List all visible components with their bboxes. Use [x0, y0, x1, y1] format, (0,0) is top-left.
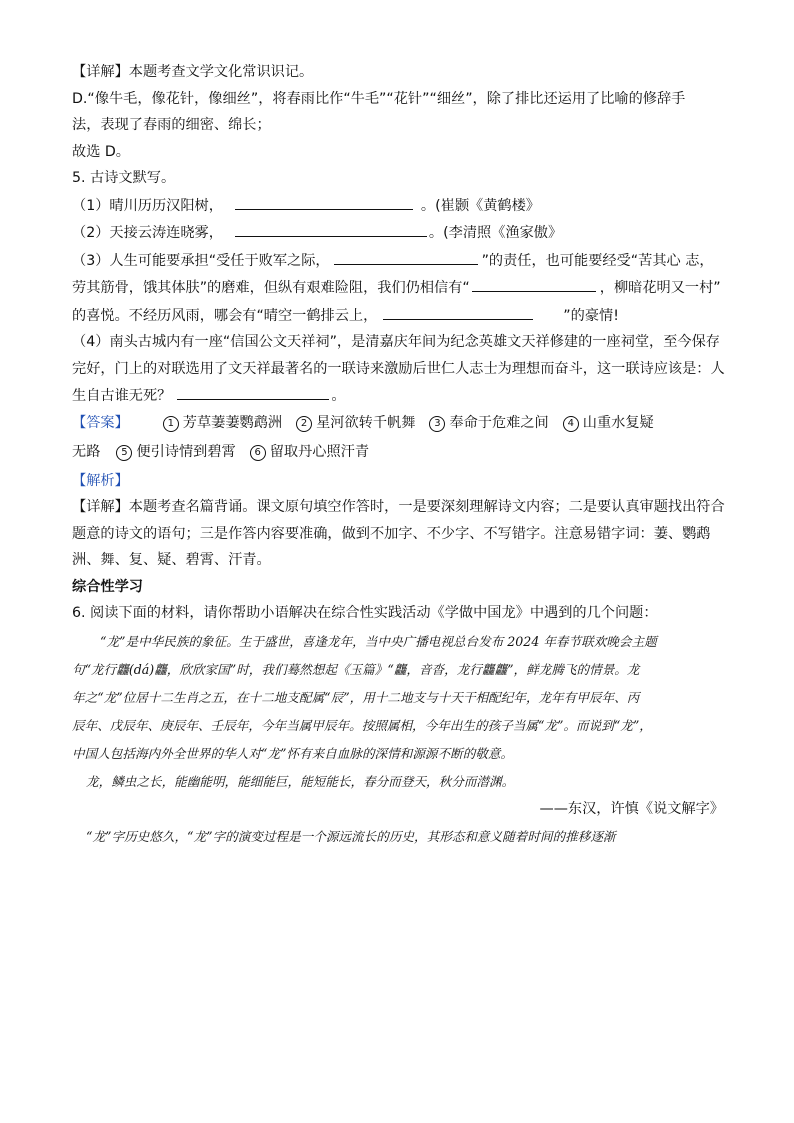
q5-3-l2-a: 劳其筋骨，饿其体肤”的磨难，但纵有艰难险阻，我们仍相信有“ — [72, 280, 470, 296]
document-page — [72, 62, 724, 847]
material-para-1-line-2: 句“龙行龘(dá)龘，欣欣家国”时，我们蓦然想起《玉篇》“龘，音沓，龙行龘龘”，鲜龙腾飞的情景。龙 — [72, 662, 640, 677]
answer-blank-1[interactable] — [235, 195, 413, 210]
question-5-4-line-2: 完好，门上的对联选用了文天祥最著名的一联诗来激励后世仁人志士为理想而奋斗，这一联诗应该是：人 — [72, 360, 725, 377]
detail-2-line-1: 【详解】本题考查名篇背诵。课文原句填空作答时，一是要深刻理解诗文内容；二是要认真审题找出符合 — [72, 499, 725, 515]
answer-item-4 — [563, 415, 654, 431]
shuowen-quote: 龙，鳞虫之长，能幽能明，能细能巨，能短能长，春分而登天，秋分而潜渊。 — [86, 774, 515, 789]
answer-blank-4[interactable] — [472, 277, 596, 292]
detail-2-line-2: 题意的诗文的语句；三是作答内容要准确，做到不加字、不少字、不写错字。注意易错字词：萋、鹦鹉 — [72, 525, 711, 542]
material-para-1-line-1: “龙”是中华民族的象征。生于盛世，喜逢龙年，当中央广播电视总台发布 2024 年春节联欢晚会主题 — [100, 634, 657, 649]
section-title: 综合性学习 — [72, 578, 143, 595]
option-d-line-2: 法，表现了春雨的细密、绵长； — [72, 117, 271, 133]
detail-2-line-3: 洲、舞、复、疑、碧霄、汗青。 — [72, 552, 271, 568]
q5-2-suffix: 。(李清照《渔家傲》 — [428, 225, 563, 241]
q5-3-l3-a: 的喜悦。不经历风雨，哪会有“晴空一鹤排云上， — [72, 307, 378, 324]
answer-number: 3 — [429, 416, 445, 432]
question-5-4-line-3 — [72, 385, 724, 406]
answer-number: 1 — [163, 416, 179, 432]
question-5-1 — [72, 195, 724, 216]
answer-number: 6 — [250, 445, 266, 461]
quote-source: ——东汉，许慎《说文解字》 — [539, 801, 724, 817]
answer-text: 芳草萋萋鹦鹉洲 — [182, 414, 283, 431]
q5-4-l3-b: 。 — [331, 388, 346, 404]
answer-line-2 — [72, 442, 724, 462]
detail-intro: 【详解】本题考查文学文化常识识记。 — [72, 64, 314, 80]
answer-continuation: 无路 — [72, 443, 101, 460]
answer-text: 星河欲转千帆舞 — [316, 414, 416, 431]
question-5-4-line-1: （4）南头古城内有一座“信国公文天祥祠”，是清嘉庆年间为纪念英雄文天祥修建的一座祠堂，至今保存 — [72, 334, 720, 350]
q5-3-l1-b: ”的责任，也可能要经受“苦其心 志， — [481, 252, 714, 269]
answer-item-6 — [250, 444, 369, 460]
choose-answer: 故选 D。 — [72, 143, 130, 160]
answer-text: 奉命于危难之间 — [449, 414, 549, 431]
answer-text: 留取丹心照汗青 — [269, 443, 370, 460]
answer-text: 山重水复疑 — [582, 414, 654, 431]
q5-1-prefix: （1）晴川历历汉阳树， — [72, 197, 223, 214]
material-para-1-line-3: 年之“龙”位居十二生肖之五，在十二地支配属“辰”，用十二地支与十天干相配纪年，龙年有甲辰年、丙 — [72, 690, 640, 705]
answer-item-3 — [429, 415, 548, 431]
question-5-3-line-2 — [72, 277, 724, 298]
question-5-2 — [72, 222, 724, 243]
q5-1-suffix: 。(崔颢《黄鹤楼》 — [420, 197, 540, 214]
answer-number: 2 — [296, 416, 312, 432]
answer-item-2 — [296, 415, 415, 431]
material-para-1-line-5: 中国人包括海内外全世界的华人对“龙”怀有来自血脉的深情和源源不断的敬意。 — [72, 746, 514, 761]
answer-text: 便引诗情到碧霄 — [136, 443, 236, 460]
q5-3-l3-b: ”的豪情! — [563, 307, 619, 324]
question-5-title: 5. 古诗文默写。 — [72, 170, 176, 186]
answer-blank-3[interactable] — [334, 250, 478, 265]
answer-label: 【答案】 — [72, 414, 129, 431]
answer-number: 4 — [563, 416, 579, 432]
q5-2-prefix: （2）天接云涛连晓雾， — [72, 225, 223, 241]
answer-line-1 — [72, 413, 724, 433]
question-5-3-line-3 — [72, 305, 724, 326]
q5-3-l2-b: ，柳暗花明又一村” — [599, 280, 721, 296]
material-para-2-line-1: “龙”字历史悠久，“龙”字的演变过程是一个源远流长的历史，其形态和意义随着时间的推移逐渐 — [86, 829, 616, 844]
material-para-1-line-4: 辰年、戊辰年、庚辰年、壬辰年，今年当属甲辰年。按照属相，今年出生的孩子当属“龙”。而说到“龙”， — [72, 718, 652, 733]
option-d-line-1: D.“像牛毛，像花针，像细丝”，将春雨比作“牛毛”“花针”“细丝”，除了排比还运用了比喻的修辞手 — [72, 90, 686, 107]
answer-blank-6[interactable] — [177, 385, 329, 400]
answer-number: 5 — [116, 445, 132, 461]
analysis-label: 【解析】 — [72, 472, 129, 489]
answer-blank-5[interactable] — [383, 305, 533, 320]
question-6-title: 6. 阅读下面的材料，请你帮助小语解决在综合性实践活动《学做中国龙》中遇到的几个问题： — [72, 605, 658, 621]
answer-item-1 — [163, 415, 282, 431]
answer-blank-2[interactable] — [235, 222, 427, 237]
q5-3-l1-a: （3）人生可能要承担“受任于败军之际， — [72, 252, 330, 269]
question-5-3-line-1 — [72, 250, 724, 271]
q5-4-l3-a: 生自古谁无死？ — [72, 388, 172, 404]
answer-item-5 — [116, 444, 235, 460]
